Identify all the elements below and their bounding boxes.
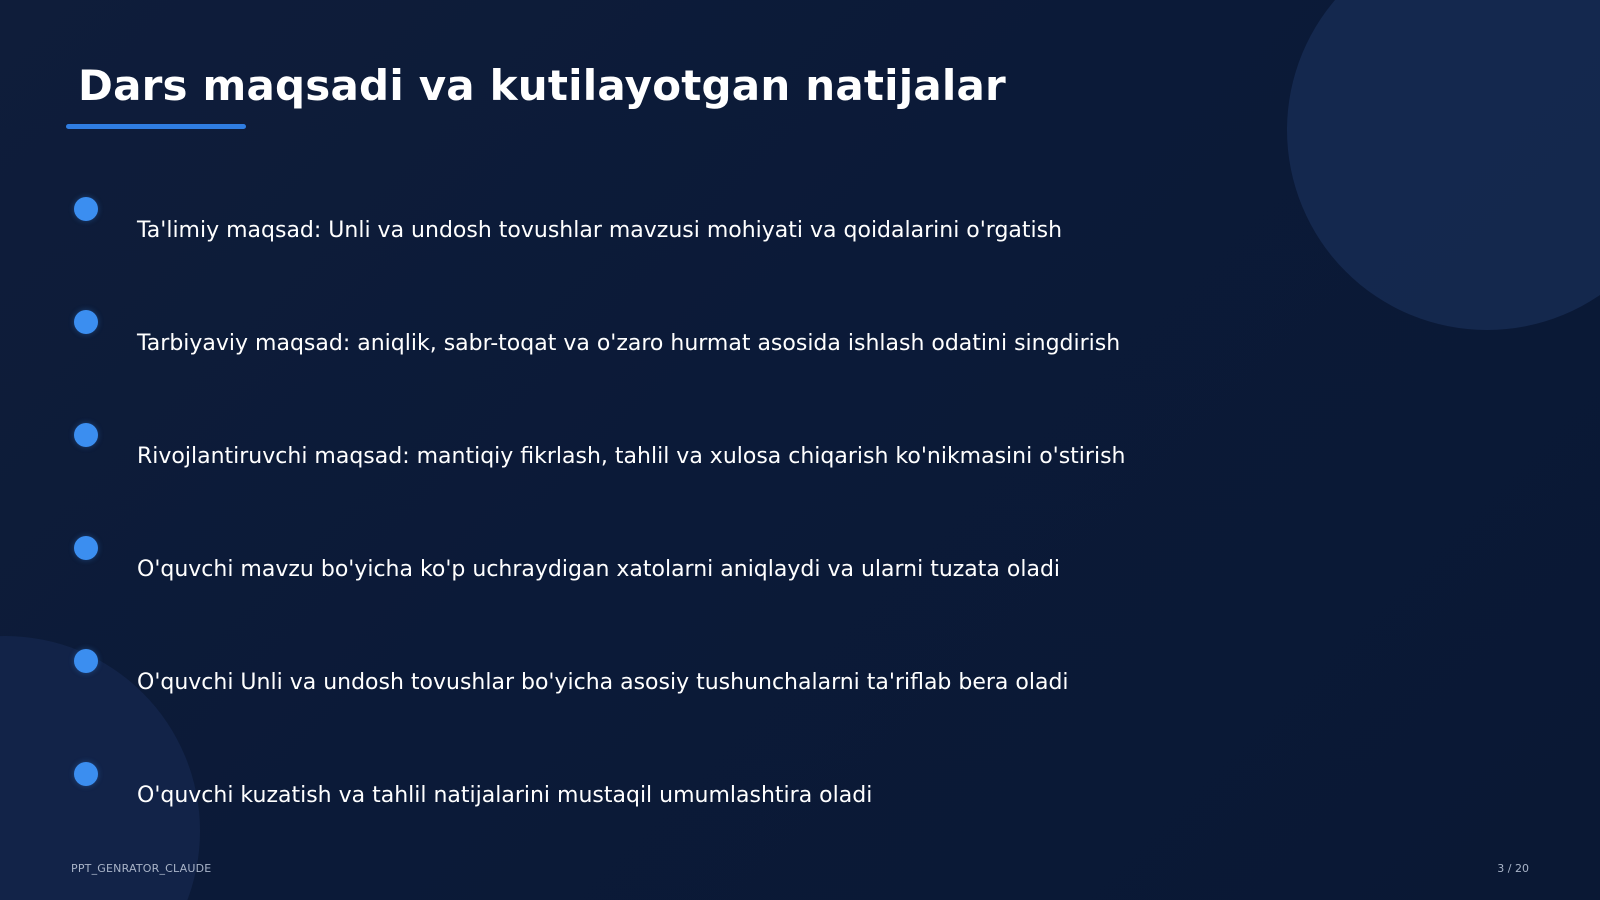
list-item: [0, 649, 1200, 729]
slide-title: Dars maqsadi va kutilayotgan natijalar: [78, 61, 1006, 110]
list-item-text: Rivojlantiruvchi maqsad: mantiqiy fikrlash, tahlil va xulosa chiqarish ko'nikmasini o'stirish: [137, 444, 1126, 469]
list-item: [0, 423, 1200, 503]
bullet-dot-icon: [74, 536, 98, 560]
list-item: [0, 310, 1200, 390]
bullet-dot-icon: [74, 423, 98, 447]
list-item-text: O'quvchi kuzatish va tahlil natijalarini mustaqil umumlashtira oladi: [137, 783, 873, 808]
footer-generator-label: PPT_GENRATOR_CLAUDE: [71, 862, 212, 875]
bullet-dot-icon: [74, 197, 98, 221]
bullet-dot-icon: [74, 762, 98, 786]
list-item-text: Ta'limiy maqsad: Unli va undosh tovushlar mavzusi mohiyati va qoidalarini o'rgatish: [137, 218, 1063, 243]
page-number: 3 / 20: [1497, 862, 1529, 875]
list-item-text: Tarbiyaviy maqsad: aniqlik, sabr-toqat va o'zaro hurmat asosida ishlash odatini singdirish: [137, 331, 1121, 356]
list-item-text: O'quvchi mavzu bo'yicha ko'p uchraydigan xatolarni aniqlaydi va ularni tuzata oladi: [137, 557, 1061, 582]
list-item: [0, 197, 1200, 277]
list-item: [0, 536, 1200, 616]
bullet-dot-icon: [74, 649, 98, 673]
bullet-dot-icon: [74, 310, 98, 334]
list-item: [0, 762, 1200, 842]
list-item-text: O'quvchi Unli va undosh tovushlar bo'yicha asosiy tushunchalarni ta'riflab bera oladi: [137, 670, 1069, 695]
